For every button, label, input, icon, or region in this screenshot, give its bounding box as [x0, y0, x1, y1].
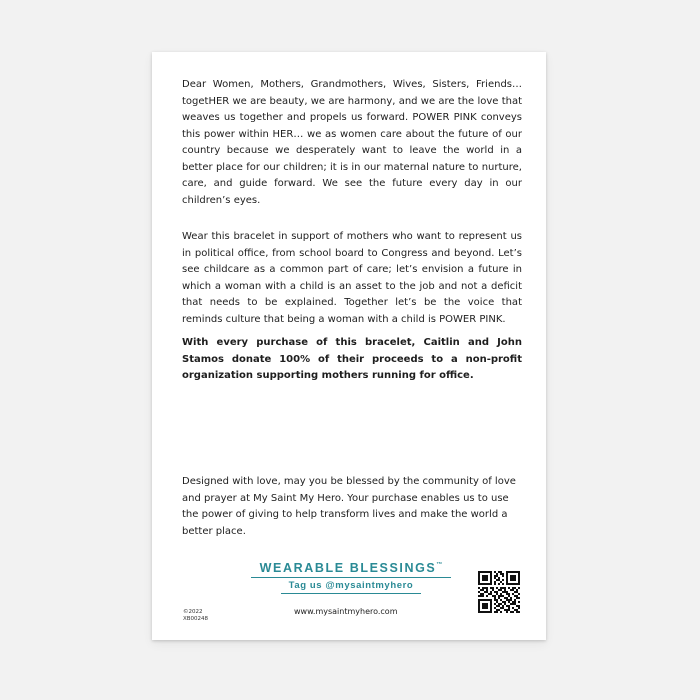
brand-title: [246, 561, 456, 575]
brand-block: [246, 561, 456, 594]
copyright-block: [183, 609, 208, 622]
paragraph-greeting: Dear Women, Mothers, Grandmothers, Wives, Sisters, Friends… togetHER we are beauty, we are harmony, and we are the love that weaves us together and propels us forward. POWER PINK conveys this power within HER… we as women care about the future of our country because we desperately want to leave the world in a better place for our children; it is in our maternal nature to nurture, care, and guide forward. We see the future every day in our children’s eyes.: [182, 79, 522, 206]
social-tagline: Tag us @mysaintmyhero: [288, 580, 414, 591]
paragraph-blessing: Designed with love, may you be blessed by the community of love and prayer at My Saint My Hero. Your purchase enables us to use the power of giving to help transform lives and make the world a better place.: [182, 476, 516, 537]
product-insert-card: [152, 52, 546, 640]
qr-code-icon[interactable]: [478, 571, 520, 613]
copyright-year: ©2022: [183, 609, 203, 615]
tagline-underline: [281, 593, 421, 594]
website-link[interactable]: www.mysaintmyhero.com: [294, 607, 398, 616]
brand-title-text: WEARABLE BLESSINGS: [259, 561, 437, 575]
product-code: XB00248: [183, 615, 209, 622]
paragraph-donation: With every purchase of this bracelet, Caitlin and John Stamos donate 100% of their proceeds to a non-profit organization supporting mothers running for office.: [182, 337, 522, 381]
trademark-symbol: ™: [436, 562, 443, 568]
paragraph-bracelet-purpose: Wear this bracelet in support of mothers who want to represent us in political office, from school board to Congress and beyond. Let’s see childcare as a common part of care; let’s envision a future in which a woman with a child is an asset to the job and not a deficit that needs to be explained. Together let’s be the voice that reminds culture that being a woman with a child is POWER PINK.: [182, 231, 522, 325]
brand-divider: [251, 577, 451, 578]
